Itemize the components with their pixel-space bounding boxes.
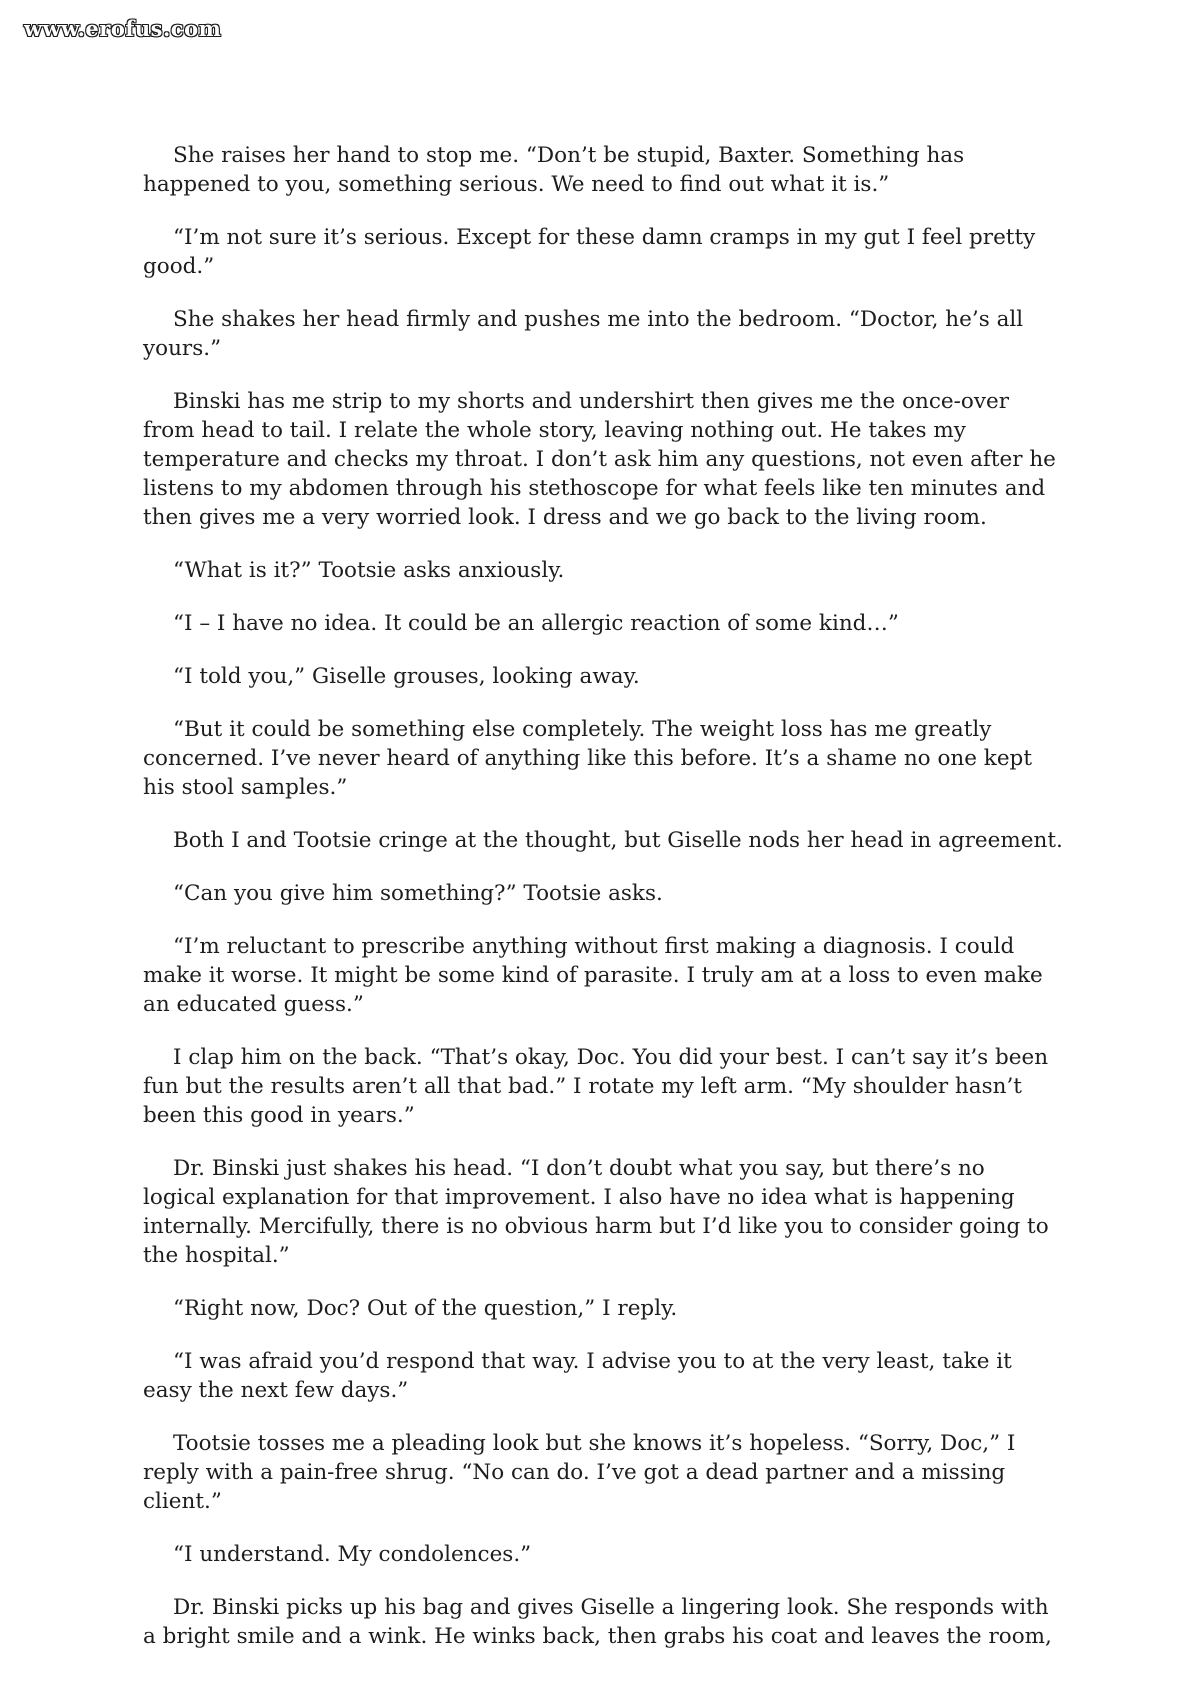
paragraph: Dr. Binski picks up his bag and gives Giselle a lingering look. She responds with a bright smile and a wink. He winks back, then grabs his coat and leaves the room,: [143, 1595, 1052, 1649]
paragraph: “What is it?” Tootsie asks anxiously.: [173, 558, 565, 583]
paragraph: Dr. Binski just shakes his head. “I don’t doubt what you say, but there’s no logical explanation for that improvement. I also have no idea what is happening internally. Mercifully, there is no obvious harm but I’d like you to consider going to the hospital.”: [143, 1156, 1049, 1268]
paragraph: “Right now, Doc? Out of the question,” I reply.: [173, 1296, 678, 1321]
paragraph: “But it could be something else completely. The weight loss has me greatly concerned. I’ve never heard of anything like this before. It’s a shame no one kept his stool samples.”: [143, 717, 1032, 800]
paragraph: “I – I have no idea. It could be an allergic reaction of some kind…”: [173, 611, 899, 636]
paragraph: Tootsie tosses me a pleading look but she knows it’s hopeless. “Sorry, Doc,” I reply with a pain-free shrug. “No can do. I’ve got a dead partner and a missing client.”: [143, 1431, 1016, 1514]
paragraph: “I’m reluctant to prescribe anything without first making a diagnosis. I could make it worse. It might be some kind of parasite. I truly am at a loss to even make an educated guess.”: [143, 934, 1043, 1017]
paragraph: “I’m not sure it’s serious. Except for these damn cramps in my gut I feel pretty good.”: [143, 225, 1036, 279]
paragraph: Binski has me strip to my shorts and undershirt then gives me the once-over from head to tail. I relate the whole story, leaving nothing out. He takes my temperature and checks my throat. I don’t ask him any questions, not even after he listens to my abdomen through his stethoscope for what feels like ten minutes and then gives me a very worried look. I dress and we go back to the living room.: [143, 389, 1056, 530]
paragraph: She raises her hand to stop me. “Don’t be stupid, Baxter. Something has happened to you, something serious. We need to find out what it is.”: [143, 143, 965, 197]
paragraph: I clap him on the back. “That’s okay, Doc. You did your best. I can’t say it’s been fun but the results aren’t all that bad.” I rotate my left arm. “My shoulder hasn’t been this good in years.”: [143, 1045, 1049, 1128]
site-watermark: www.erofus.com: [24, 16, 222, 41]
paragraph: “I was afraid you’d respond that way. I advise you to at the very least, take it easy the next few days.”: [143, 1349, 1012, 1403]
paragraph: “I understand. My condolences.”: [173, 1542, 532, 1567]
paragraph: Both I and Tootsie cringe at the thought, but Giselle nods her head in agreement.: [173, 828, 1063, 853]
paragraph: “I told you,” Giselle grouses, looking away.: [173, 664, 640, 689]
page-body: [143, 141, 1063, 1675]
paragraph: “Can you give him something?” Tootsie asks.: [173, 881, 663, 906]
paragraph: She shakes her head firmly and pushes me into the bedroom. “Doctor, he’s all yours.”: [143, 307, 1024, 361]
